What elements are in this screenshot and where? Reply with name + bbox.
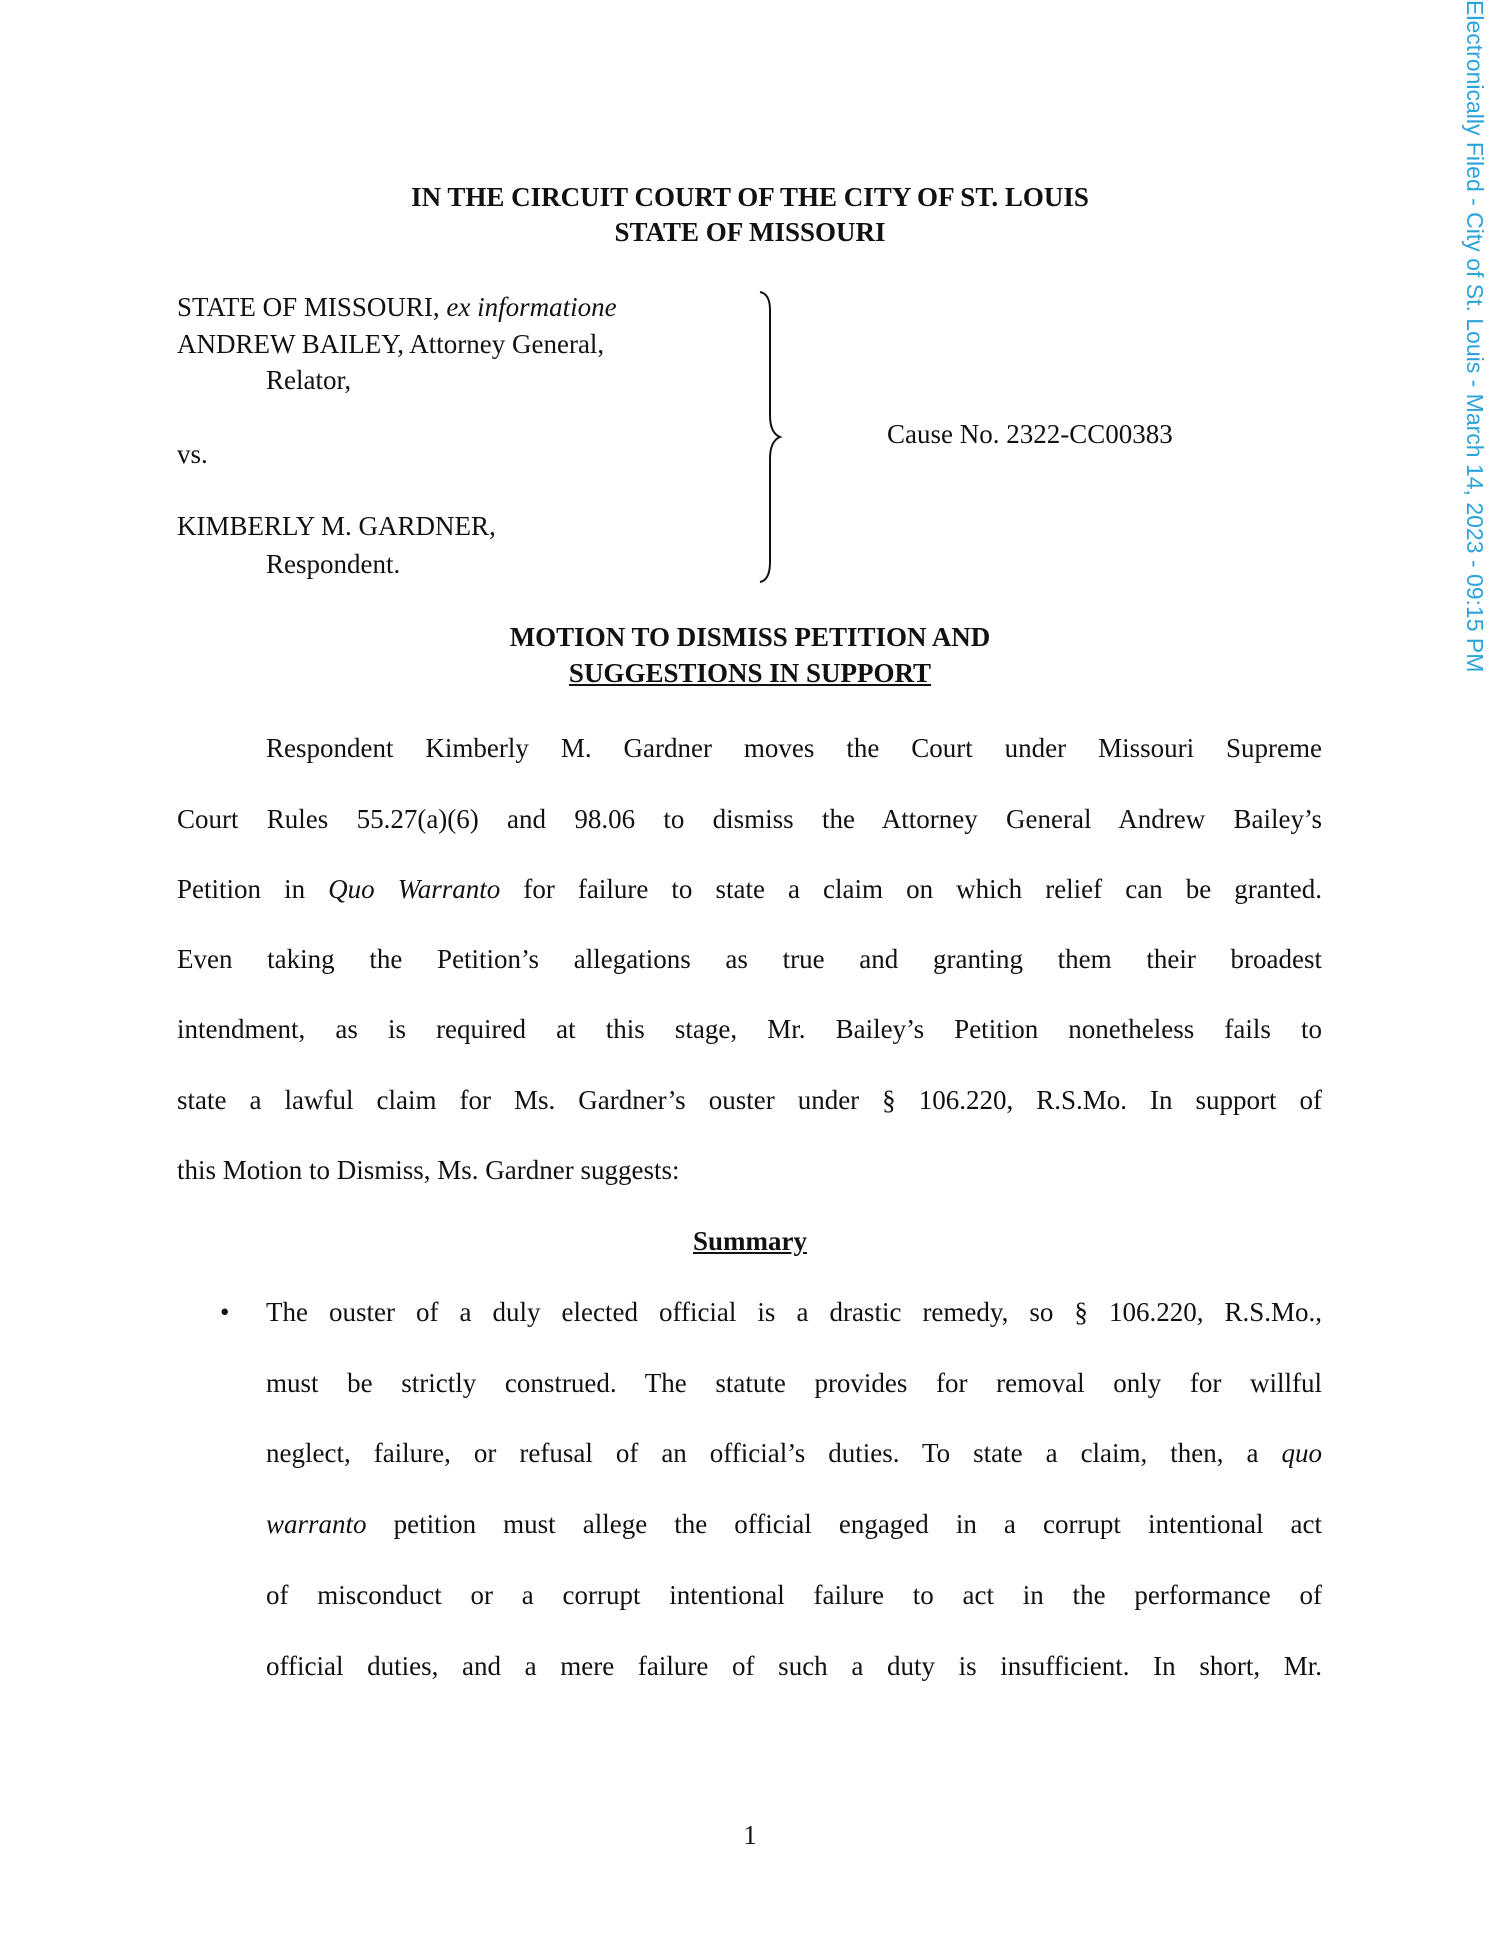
bullet-line: of misconduct or a corrupt intentional failure to act in the performance of bbox=[266, 1580, 1322, 1610]
body-line: intendment, as is required at this stage, Mr. Bailey’s Petition nonetheless fails to bbox=[177, 1014, 1322, 1044]
bullet-line: official duties, and a mere failure of such a duty is insufficient. In short, Mr. bbox=[266, 1651, 1322, 1681]
page-number: 1 bbox=[743, 1820, 757, 1850]
caption-brace bbox=[756, 290, 786, 585]
body-line: Respondent Kimberly M. Gardner moves the Court under Missouri Supreme bbox=[266, 733, 1322, 763]
body-line: Court Rules 55.27(a)(6) and 98.06 to dismiss the Attorney General Andrew Bailey’s bbox=[177, 804, 1322, 834]
summary-heading-text: Summary bbox=[693, 1226, 807, 1256]
bullet-line: The ouster of a duly elected official is a drastic remedy, so § 106.220, R.S.Mo., bbox=[266, 1297, 1322, 1327]
body-line: Even taking the Petition’s allegations as true and granting them their broadest bbox=[177, 944, 1322, 974]
bullet-line bbox=[266, 1435, 1322, 1471]
italic-text: warranto bbox=[266, 1509, 367, 1539]
text: for failure to state a claim on which relief can be granted. bbox=[523, 874, 1323, 904]
body-line bbox=[177, 871, 1322, 907]
respondent-role: Respondent. bbox=[266, 549, 401, 579]
electronic-filing-stamp: Electronically Filed - City of St. Louis - March 14, 2023 - 09:15 PM bbox=[1462, 0, 1488, 673]
plaintiff-ex-informatione: ex informatione bbox=[446, 292, 617, 322]
plaintiff-line bbox=[177, 289, 617, 325]
summary-heading bbox=[0, 1223, 1500, 1259]
text: Petition in bbox=[177, 874, 306, 904]
motion-title-line1: MOTION TO DISMISS PETITION AND bbox=[509, 622, 991, 652]
italic-text: Quo Warranto bbox=[328, 874, 501, 904]
motion-title-line2 bbox=[0, 655, 1500, 691]
relator-name: ANDREW BAILEY, Attorney General, bbox=[177, 329, 605, 359]
bullet-line: must be strictly construed. The statute provides for removal only for willful bbox=[266, 1368, 1322, 1398]
bullet-line bbox=[266, 1506, 1322, 1542]
versus: vs. bbox=[177, 439, 208, 469]
relator-role: Relator, bbox=[266, 365, 352, 395]
motion-title-underlined: SUGGESTIONS IN SUPPORT bbox=[568, 658, 932, 688]
italic-text: quo bbox=[1281, 1438, 1323, 1468]
court-heading-line1: IN THE CIRCUIT COURT OF THE CITY OF ST. LOUIS bbox=[411, 182, 1089, 212]
text: petition must allege the official engaged in a corrupt intentional act bbox=[393, 1509, 1323, 1539]
respondent-name: KIMBERLY M. GARDNER, bbox=[177, 511, 496, 541]
plaintiff-name: STATE OF MISSOURI, bbox=[177, 292, 440, 322]
text: neglect, failure, or refusal of an official’s duties. To state a claim, then, a bbox=[266, 1438, 1259, 1468]
bullet-icon: • bbox=[220, 1297, 230, 1327]
body-line: this Motion to Dismiss, Ms. Gardner suggests: bbox=[177, 1155, 680, 1185]
body-line: state a lawful claim for Ms. Gardner’s ouster under § 106.220, R.S.Mo. In support of bbox=[177, 1085, 1322, 1115]
cause-number: Cause No. 2322-CC00383 bbox=[887, 419, 1173, 449]
court-heading-line2: STATE OF MISSOURI bbox=[614, 217, 886, 247]
